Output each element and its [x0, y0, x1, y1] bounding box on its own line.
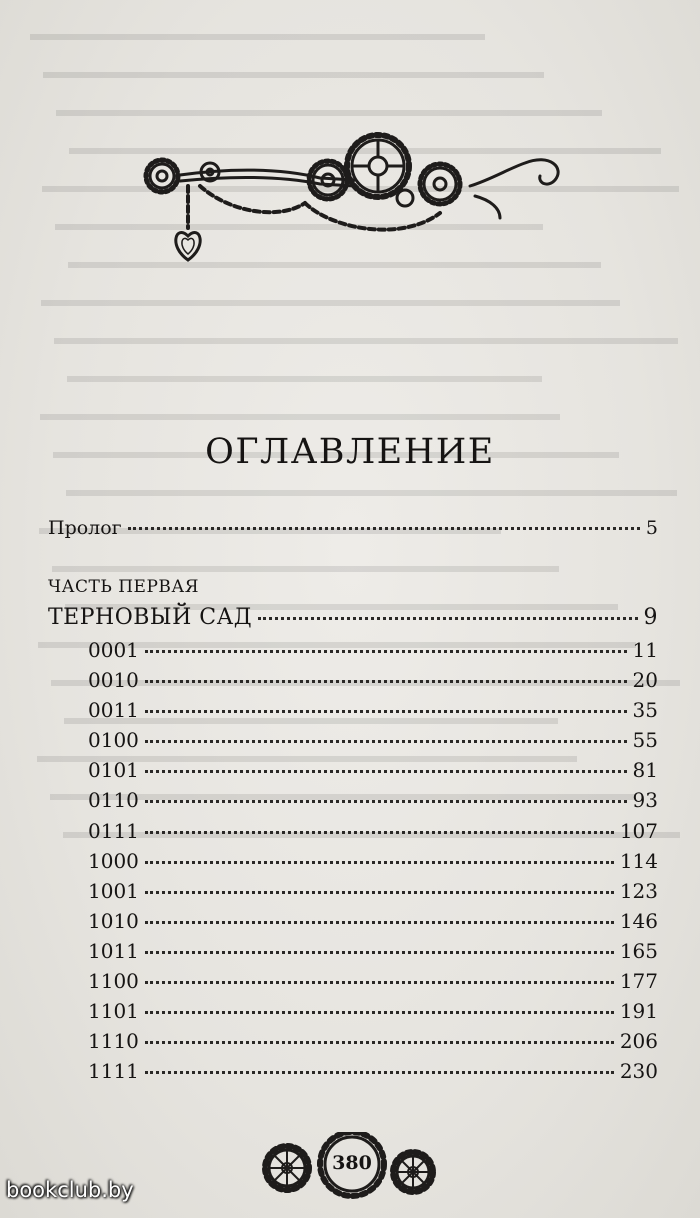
chapter-label: 1111	[88, 1059, 139, 1084]
chapter-page: 165	[619, 938, 658, 963]
dot-leader	[258, 616, 637, 620]
chapter-page: 146	[619, 908, 658, 933]
texture-line	[54, 324, 678, 344]
watermark: bookclub.by	[6, 1178, 134, 1202]
texture-line	[66, 476, 677, 496]
dot-leader	[145, 739, 627, 743]
texture-line	[67, 362, 542, 382]
toc-entry-chapter[interactable]	[88, 999, 658, 1029]
toc-entry-prologue[interactable]	[48, 517, 658, 539]
dot-leader	[145, 890, 614, 894]
chapter-label: 1000	[88, 848, 139, 873]
toc-entry-chapter[interactable]	[88, 728, 658, 758]
toc-entry-chapter[interactable]	[88, 698, 658, 728]
toc-entry-chapter[interactable]	[88, 638, 658, 668]
chapter-page: 123	[619, 878, 658, 903]
texture-line	[41, 286, 620, 306]
chapter-label: 0011	[88, 698, 139, 723]
dot-leader	[128, 526, 640, 530]
chapter-label: 1001	[88, 878, 139, 903]
dot-leader	[145, 649, 627, 653]
dot-leader	[145, 799, 627, 803]
texture-line	[30, 20, 485, 40]
dot-leader	[145, 679, 627, 683]
texture-line	[56, 96, 602, 116]
part-label: ЧАСТЬ ПЕРВАЯ	[48, 577, 199, 597]
chapter-page: 81	[632, 758, 658, 783]
toc-entry-chapter[interactable]	[88, 1029, 658, 1059]
chapter-label: 0010	[88, 668, 139, 693]
chapter-label: 1011	[88, 938, 139, 963]
texture-line	[40, 400, 560, 420]
chapter-page: 11	[632, 638, 658, 662]
chapter-page: 230	[619, 1059, 658, 1084]
chapter-label: 0100	[88, 728, 139, 753]
chapter-page: 177	[619, 969, 658, 994]
toc-entry-label: Пролог	[48, 517, 122, 539]
page-number: 380	[332, 1152, 372, 1174]
texture-line	[52, 552, 559, 572]
chapter-page: 35	[632, 698, 658, 723]
dot-leader	[145, 1040, 614, 1044]
toc-entry-chapter[interactable]	[88, 849, 658, 879]
toc-entry-page: 9	[643, 605, 658, 630]
toc-entry-chapter[interactable]	[88, 909, 658, 939]
toc-entry-chapter[interactable]	[88, 879, 658, 909]
toc-entry-part-title[interactable]	[48, 605, 658, 630]
chapter-label: 0101	[88, 758, 139, 783]
chapter-page: 114	[619, 848, 658, 873]
chapter-label: 0111	[88, 818, 139, 843]
dot-leader	[145, 920, 614, 924]
toc-entry-chapter[interactable]	[88, 939, 658, 969]
toc-entry-page: 5	[645, 517, 658, 539]
dot-leader	[145, 1010, 614, 1014]
dot-leader	[145, 860, 614, 864]
chapter-label: 1101	[88, 999, 139, 1024]
dot-leader	[145, 830, 614, 834]
toc-entry-chapter[interactable]	[88, 758, 658, 788]
chapter-page: 93	[632, 788, 658, 813]
chapter-page: 107	[619, 818, 658, 843]
chapter-page: 20	[632, 668, 658, 693]
texture-line	[43, 58, 544, 78]
toc-heading: ОГЛАВЛЕНИЕ	[205, 432, 495, 472]
chapter-label: 0110	[88, 788, 139, 813]
dot-leader	[145, 980, 614, 984]
dot-leader	[145, 950, 614, 954]
chapter-label: 0001	[88, 638, 139, 662]
toc-entry-chapter[interactable]	[88, 788, 658, 818]
chapter-label: 1100	[88, 969, 139, 994]
toc-entry-label: ТЕРНОВЫЙ САД	[48, 605, 253, 630]
gears-chain-heart-ornament	[140, 128, 580, 278]
toc-entry-chapter[interactable]	[88, 819, 658, 849]
chapter-list	[88, 638, 658, 1089]
dot-leader	[145, 1070, 614, 1074]
toc-entry-chapter[interactable]	[88, 1059, 658, 1089]
chapter-page: 191	[619, 999, 658, 1024]
chapter-label: 1010	[88, 908, 139, 933]
toc-entry-chapter[interactable]	[88, 969, 658, 999]
dot-leader	[145, 769, 627, 773]
chapter-page: 55	[632, 728, 658, 753]
dot-leader	[145, 709, 627, 713]
chapter-label: 1110	[88, 1029, 139, 1054]
chapter-page: 206	[619, 1029, 658, 1054]
toc-entry-chapter[interactable]	[88, 668, 658, 698]
